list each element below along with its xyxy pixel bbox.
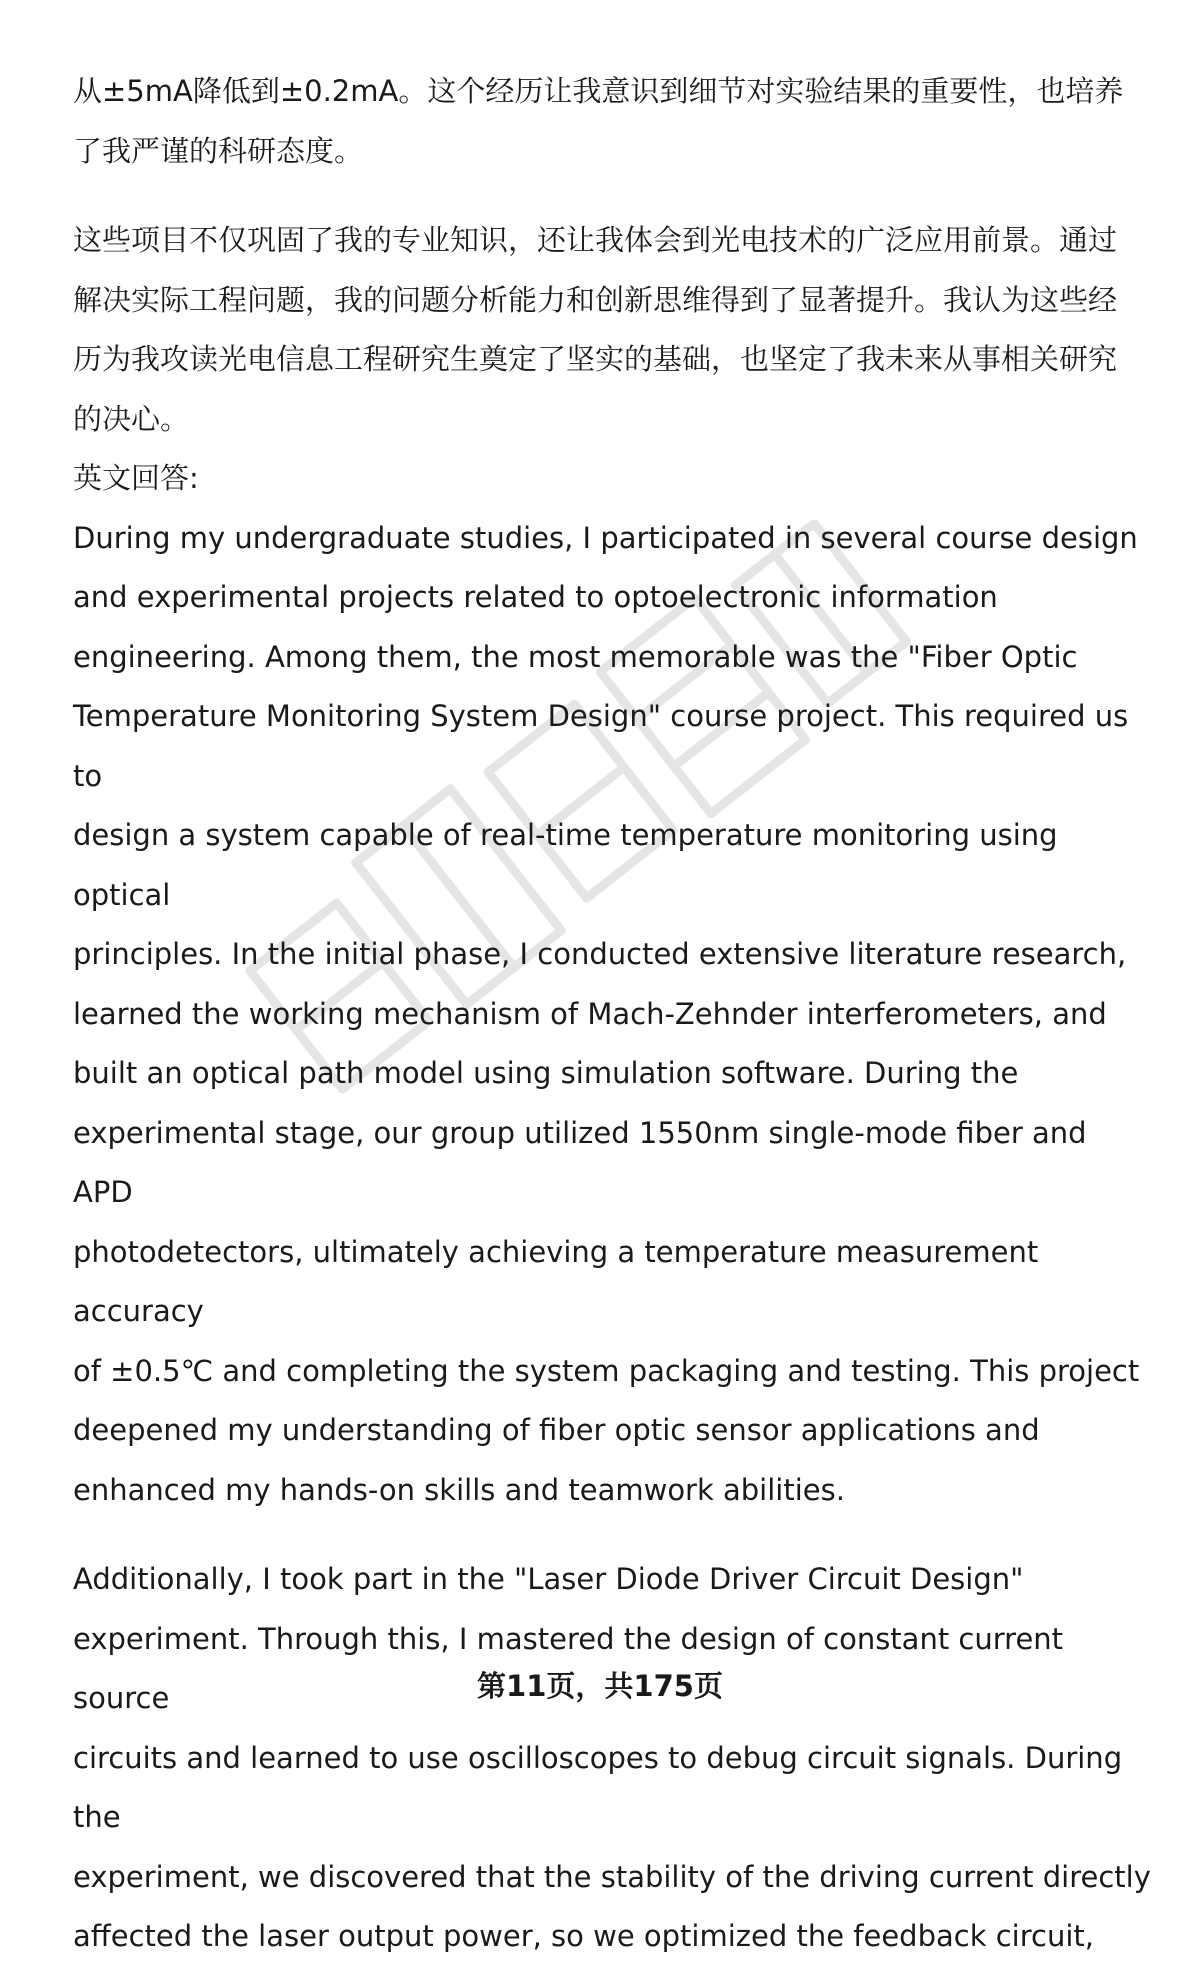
paragraph-en-2: Additionally, I took part in the "Laser Diode Driver Circuit Design" experiment. Through this, I mastered the design of constant current source circuits and learned to use oscilloscopes to debug circuit signals. During the experiment, we discovered that the stability of the driving current directly affected the laser output power, so we optimized the feedback circuit, [73,1562,1151,1953]
english-answer-heading: 英文回答: [73,461,199,495]
page-number-footer: 第11页，共175页 [477,1669,723,1703]
paragraph-cn-1: 从±5mA降低到±0.2mA。这个经历让我意识到细节对实验结果的重要性，也培养 了我严谨的科研态度。 [73,74,1124,168]
paragraph-en-1: During my undergraduate studies, I participated in several course design and experimental projects related to optoelectronic information engineering. Among them, the most memorable was the "Fiber Optic Temperature Monitoring System Design" course project. This required us to design a system capable of real-time temperature monitoring using optical principles. In the initial phase, I conducted extensive literature research, learned the working mechanism of Mach-Zehnder interferometers, and built an optical path model using simulation software. During the experimental stage, our group utilized 1550nm single-mode fiber and APD photodetectors, ultimately achieving a temperature measurement accuracy of ±0.5℃ and completing the system packaging and testing. This project deepened my understanding of fiber optic sensor applications and enhanced my hands-on skills and teamwork abilities. [73,520,1140,1507]
paragraph-cn-2: 这些项目不仅巩固了我的专业知识，还让我体会到光电技术的广泛应用前景。通过 解决实际工程问题，我的问题分析能力和创新思维得到了显著提升。我认为这些经 历为我攻读光电信息工程研究生奠定了坚实的基础，也坚定了我未来从事相关研究 的决心。 [73,223,1118,436]
